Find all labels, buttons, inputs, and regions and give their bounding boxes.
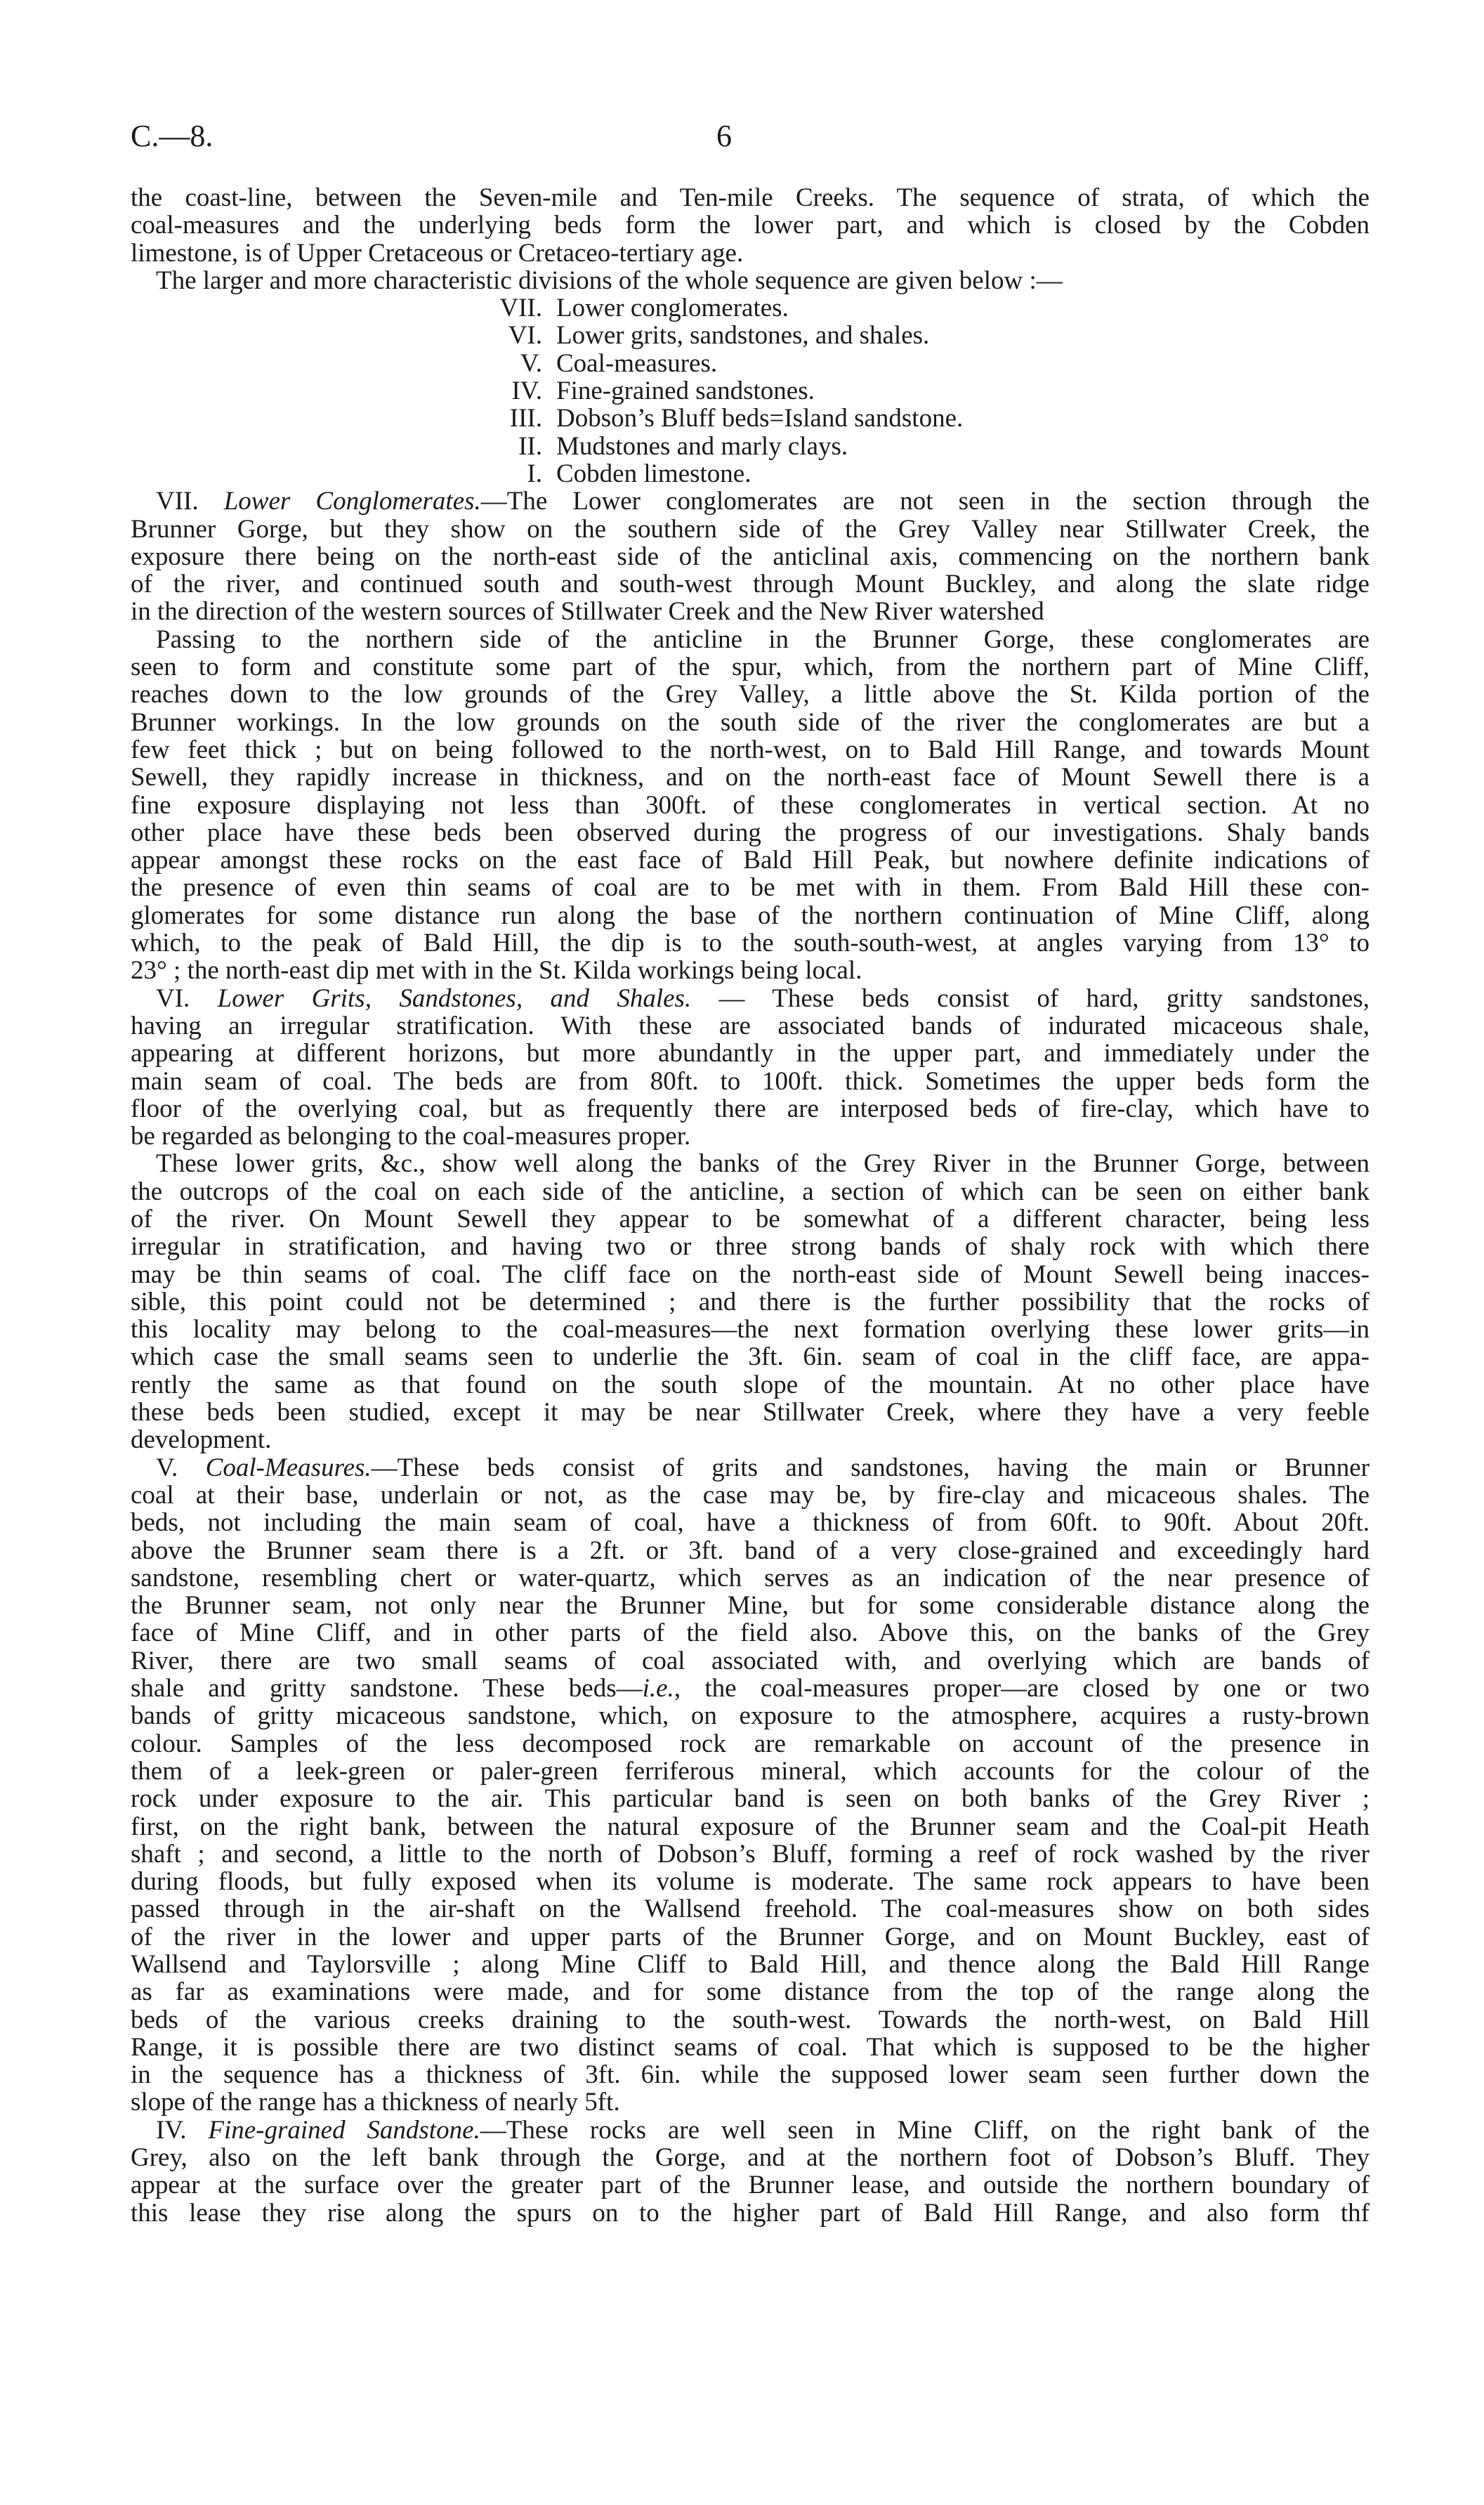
- page-number: 6: [716, 119, 732, 153]
- text-line: face of Mine Cliff, and in other parts of the field also. Above this, on the banks of the Grey: [131, 1618, 1370, 1648]
- text-line: the Brunner seam, not only near the Brunner Mine, but for some considerable distance along the: [131, 1591, 1370, 1621]
- division-numeral: II.: [518, 431, 542, 461]
- division-name: Fine-grained sandstones.: [556, 377, 815, 406]
- italic-heading: Coal-Measures.: [205, 1453, 372, 1482]
- division-name: Coal-measures.: [556, 348, 718, 378]
- text-line: these beds been studied, except it may be near Stillwater Creek, where they have a very feeble: [131, 1398, 1370, 1427]
- intro-paragraph: [131, 184, 1370, 267]
- text-line: the coast-line, between the Seven-mile and Ten-mile Creeks. The sequence of strata, of which the: [131, 183, 1370, 212]
- text-line: coal at their base, underlain or not, as the case may be, by fire-clay and micaceous shales. The: [131, 1480, 1370, 1510]
- text-line: of the river in the lower and upper parts of the Brunner Gorge, and on Mount Buckley, east of: [131, 1922, 1370, 1951]
- paragraph: [131, 1454, 1370, 2117]
- text-line: this lease they rise along the spurs on to the higher part of Bald Hill Range, and also form thf: [131, 2198, 1370, 2228]
- text-segment: , the coal-measures proper—are closed by one or two: [674, 1674, 1370, 1703]
- text-line: sandstone, resembling chert or water-quartz, which serves as an indication of the near presence of: [131, 1563, 1370, 1592]
- text-line: them of a leek-green or paler-green ferriferous mineral, which accounts for the colour of the: [131, 1756, 1370, 1786]
- list-intro: [131, 267, 1370, 294]
- division-numeral: I.: [527, 459, 542, 488]
- text-line: Range, it is possible there are two distinct seams of coal. That which is supposed to be the higher: [131, 2032, 1370, 2062]
- text-line: The larger and more characteristic divisions of the whole sequence are given below :—: [156, 266, 1063, 295]
- division-name: Lower conglomerates.: [556, 294, 789, 323]
- text-line: other place have these beds been observed during the progress of our investigations. Shaly bands: [131, 818, 1370, 847]
- text-line: as far as examinations were made, and for some distance from the top of the range along the: [131, 1977, 1370, 2007]
- text-line: appearing at different horizons, but more abundantly in the upper part, and immediately under the: [131, 1039, 1370, 1068]
- text-line: few feet thick ; but on being followed to the north-west, on to Bald Hill Range, and towards Mount: [131, 735, 1370, 764]
- text-line: which, to the peak of Bald Hill, the dip is to the south-south-west, at angles varying from 13° to: [131, 929, 1370, 958]
- text-line: fine exposure displaying not less than 300ft. of these conglomerates in vertical section. At no: [131, 790, 1370, 820]
- text-segment: shale and gritty sandstone. These beds—: [131, 1674, 643, 1703]
- division-name: Cobden limestone.: [556, 459, 751, 488]
- text-segment: —These rocks are well seen in Mine Cliff, on the right bank of the: [480, 2115, 1370, 2145]
- italic-heading: i.e.: [642, 1674, 674, 1703]
- text-line: may be thin seams of coal. The cliff face on the north-east side of Mount Sewell being inacces-: [131, 1260, 1370, 1289]
- text-line: this locality may belong to the coal-measures—the next formation overlying these lower grits—in: [131, 1315, 1370, 1345]
- text-line: be regarded as belonging to the coal-measures proper.: [131, 1122, 691, 1151]
- text-line: [131, 2117, 1370, 2144]
- text-line: the presence of even thin seams of coal are to be met with in them. From Bald Hill these con-: [131, 873, 1370, 903]
- text-line: rock under exposure to the air. This particular band is seen on both banks of the Grey River ;: [131, 1784, 1370, 1814]
- division-item: [131, 377, 1370, 405]
- text-line: development.: [131, 1425, 272, 1455]
- text-line: first, on the right bank, between the natural exposure of the Brunner seam and the Coal-pit Heath: [131, 1812, 1370, 1841]
- document-code: C.—8.: [131, 119, 214, 153]
- italic-heading: Fine-grained Sandstone.: [208, 2115, 480, 2145]
- text-line: [131, 1454, 1370, 1482]
- text-segment: VI.: [156, 983, 218, 1013]
- text-line: shaft ; and second, a little to the north of Dobson’s Bluff, forming a reef of rock washed by the river: [131, 1839, 1370, 1869]
- division-name: Lower grits, sandstones, and shales.: [556, 321, 930, 351]
- text-line: having an irregular stratification. With these are associated bands of indurated micaceous shale,: [131, 1011, 1370, 1040]
- text-segment: — These beds consist of hard, gritty sandstones,: [691, 983, 1370, 1013]
- division-numeral: VI.: [508, 321, 542, 351]
- text-line: beds, not including the main seam of coal, have a thickness of from 60ft. to 90ft. About 20ft.: [131, 1508, 1370, 1538]
- text-line: glomerates for some distance run along the base of the northern continuation of Mine Cliff, along: [131, 901, 1370, 930]
- text-line: coal-measures and the underlying beds form the lower part, and which is closed by the Cobden: [131, 211, 1370, 240]
- text-line: irregular in stratification, and having two or three strong bands of shaly rock with which there: [131, 1232, 1370, 1262]
- division-item: [131, 405, 1370, 432]
- division-numeral: VII.: [499, 294, 542, 323]
- text-line: of the river. On Mount Sewell they appear to be somewhat of a different character, being less: [131, 1204, 1370, 1234]
- paragraph: [131, 488, 1370, 625]
- division-item: [131, 322, 1370, 349]
- text-line: slope of the range has a thickness of nearly 5ft.: [131, 2088, 620, 2117]
- division-item: [131, 460, 1370, 488]
- text-line: seen to form and constitute some part of the spur, which, from the northern part of Mine Cliff,: [131, 653, 1370, 682]
- text-line: beds of the various creeks draining to the south-west. Towards the north-west, on Bald Hill: [131, 2005, 1370, 2034]
- text-segment: IV.: [156, 2115, 209, 2145]
- divisions-list: [131, 294, 1370, 488]
- text-segment: —The Lower conglomerates are not seen in the section through the: [480, 487, 1370, 516]
- text-line: These lower grits, &c., show well along the banks of the Grey River in the Brunner Gorge, between: [156, 1149, 1370, 1179]
- text-line: above the Brunner seam there is a 2ft. or 3ft. band of a very close-grained and exceedingly hard: [131, 1536, 1370, 1565]
- division-item: [131, 294, 1370, 322]
- text-line: colour. Samples of the less decomposed rock are remarkable on account of the presence in: [131, 1729, 1370, 1758]
- text-line: [131, 488, 1370, 515]
- text-line: Passing to the northern side of the anticline in the Brunner Gorge, these conglomerates are: [156, 624, 1370, 654]
- text-line: limestone, is of Upper Cretaceous or Cretaceo-tertiary age.: [131, 238, 744, 268]
- text-segment: —These beds consist of grits and sandstones, having the main or Brunner: [371, 1453, 1370, 1482]
- text-line: Sewell, they rapidly increase in thickness, and on the north-east face of Mount Sewell there is a: [131, 763, 1370, 792]
- division-numeral: IV.: [511, 377, 542, 406]
- division-item: [131, 350, 1370, 377]
- text-line: the outcrops of the coal on each side of the anticline, a section of which can be seen on either bank: [131, 1177, 1370, 1206]
- paragraph: [131, 2117, 1370, 2227]
- text-line: River, there are two small seams of coal associated with, and overlying which are bands of: [131, 1646, 1370, 1675]
- text-line: Brunner Gorge, but they show on the southern side of the Grey Valley near Stillwater Creek, the: [131, 514, 1370, 544]
- text-line: rently the same as that found on the south slope of the mountain. At no other place have: [131, 1370, 1370, 1399]
- text-line: Brunner workings. In the low grounds on the south side of the river the conglomerates are but a: [131, 707, 1370, 737]
- text-line: floor of the overlying coal, but as frequently there are interposed beds of fire-clay, which have to: [131, 1094, 1370, 1123]
- text-line: [131, 985, 1370, 1012]
- text-line: main seam of coal. The beds are from 80ft. to 100ft. thick. Sometimes the upper beds form the: [131, 1066, 1370, 1096]
- division-name: Mudstones and marly clays.: [556, 431, 848, 461]
- division-item: [131, 433, 1370, 460]
- text-line: in the sequence has a thickness of 3ft. 6in. while the supposed lower seam seen further down the: [131, 2060, 1370, 2090]
- text-line: reaches down to the low grounds of the Grey Valley, a little above the St. Kilda portion of the: [131, 680, 1370, 709]
- text-line: appear amongst these rocks on the east face of Bald Hill Peak, but nowhere definite indications of: [131, 846, 1370, 875]
- paragraph: [131, 985, 1370, 1151]
- paragraph: [131, 626, 1370, 985]
- text-line: Grey, also on the left bank through the Gorge, and at the northern foot of Dobson’s Bluff. They: [131, 2143, 1370, 2173]
- italic-heading: Lower Conglomerates.: [223, 487, 481, 516]
- text-line: during floods, but fully exposed when its volume is moderate. The same rock appears to have been: [131, 1867, 1370, 1897]
- division-numeral: V.: [520, 348, 542, 378]
- text-line: of the river, and continued south and south-west through Mount Buckley, and along the slate ridge: [131, 570, 1370, 599]
- division-name: Dobson’s Bluff beds=Island sandstone.: [556, 404, 964, 433]
- paragraph: [131, 1150, 1370, 1453]
- text-line: 23° ; the north-east dip met with in the St. Kilda workings being local.: [131, 956, 862, 986]
- text-line: [131, 1675, 1370, 1702]
- text-line: in the direction of the western sources of Stillwater Creek and the New River watershed: [131, 597, 1044, 627]
- text-line: appear at the surface over the greater part of the Brunner lease, and outside the northern boundary of: [131, 2171, 1370, 2200]
- text-line: bands of gritty micaceous sandstone, which, on exposure to the atmosphere, acquires a rusty-brown: [131, 1701, 1370, 1731]
- text-segment: V.: [156, 1453, 206, 1482]
- text-line: Wallsend and Taylorsville ; along Mine Cliff to Bald Hill, and thence along the Bald Hill Range: [131, 1950, 1370, 1979]
- text-line: passed through in the air-shaft on the Wallsend freehold. The coal-measures show on both sides: [131, 1895, 1370, 1924]
- text-line: which case the small seams seen to underlie the 3ft. 6in. seam of coal in the cliff face, are appa-: [131, 1342, 1370, 1372]
- text-line: exposure there being on the north-east side of the anticlinal axis, commencing on the northern bank: [131, 542, 1370, 571]
- text-line: sible, this point could not be determined ; and there is the further possibility that the rocks of: [131, 1287, 1370, 1316]
- italic-heading: Lower Grits, Sandstones, and Shales.: [217, 983, 692, 1013]
- text-segment: VII.: [156, 487, 224, 516]
- division-numeral: III.: [509, 404, 542, 433]
- document-body: [131, 184, 1370, 2227]
